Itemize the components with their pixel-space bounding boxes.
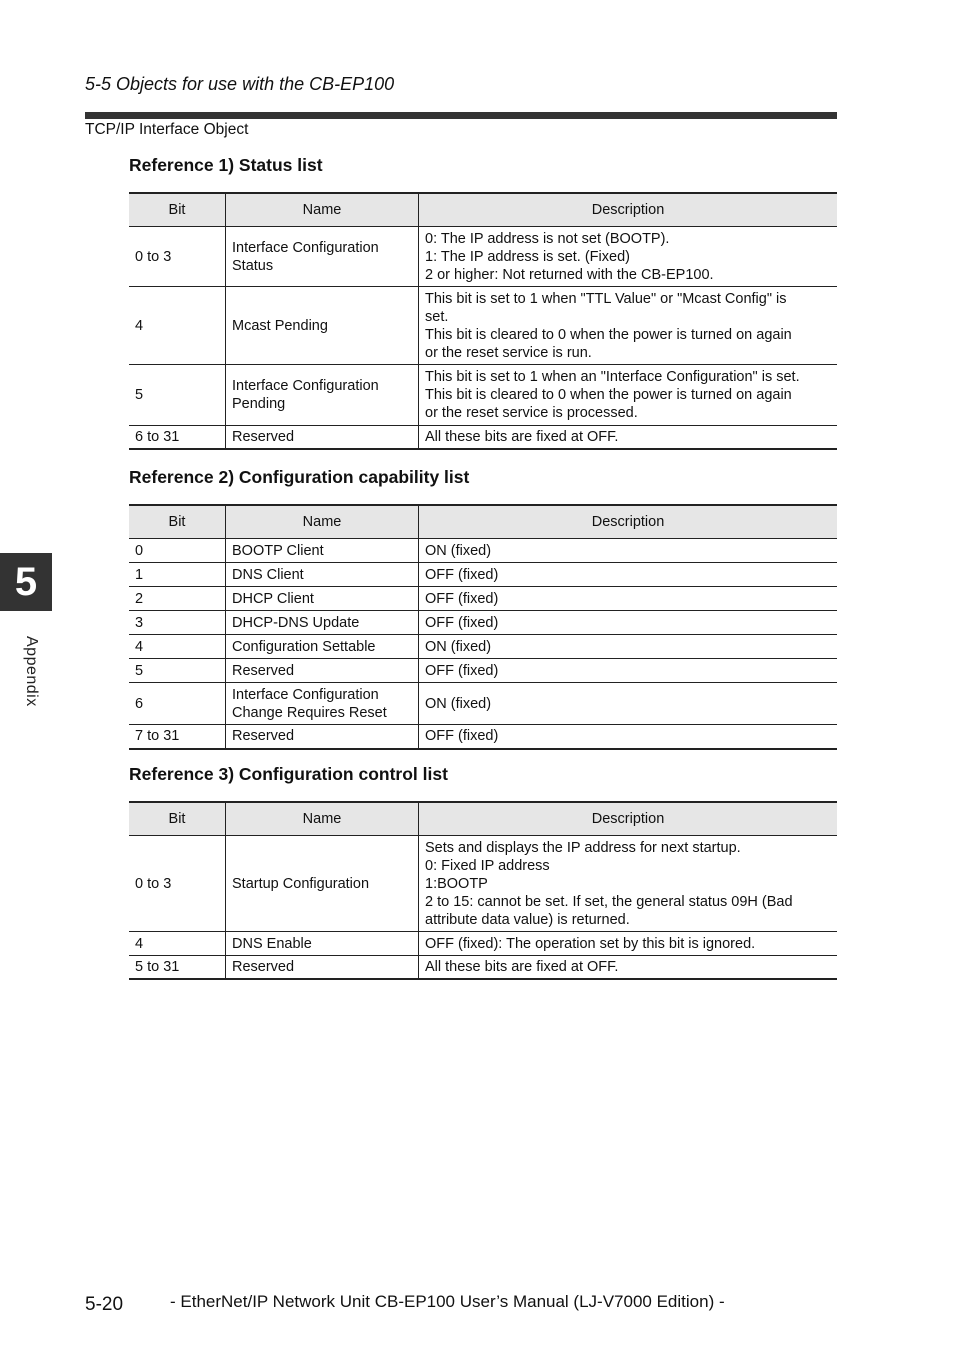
description-cell — [419, 539, 838, 563]
bit-cell: 6 to 31 — [129, 426, 226, 449]
name-line: Reserved — [232, 428, 295, 445]
name-cell — [226, 563, 419, 587]
name-cell — [226, 426, 419, 449]
name-cell — [226, 683, 419, 725]
table-row — [129, 956, 837, 979]
bit-cell: 4 — [129, 635, 226, 659]
name-cell — [226, 725, 419, 749]
name-line: Pending — [232, 396, 286, 412]
description-line: All these bits are fixed at OFF. — [425, 428, 619, 445]
description-line: or the reset service is processed. — [425, 405, 638, 421]
bit-cell: 5 — [129, 365, 226, 426]
table-row — [129, 932, 837, 956]
name-cell — [226, 539, 419, 563]
table-row — [129, 365, 837, 426]
table-row — [129, 426, 837, 449]
description-line: OFF (fixed) — [425, 728, 499, 745]
description-line: or the reset service is run. — [425, 344, 592, 361]
name-cell — [226, 956, 419, 979]
table-row — [129, 683, 837, 725]
column-header-name: Name — [226, 193, 419, 227]
description-cell — [419, 365, 838, 426]
name-line: Reserved — [232, 958, 295, 975]
chapter-tab: 5 — [0, 553, 52, 611]
table-row — [129, 539, 837, 563]
table-row — [129, 227, 837, 287]
description-line: set. — [425, 308, 449, 325]
name-cell — [226, 611, 419, 635]
name-line: Status — [232, 257, 274, 274]
description-line: 2 to 15: cannot be set. If set, the general status 09H (Bad — [425, 893, 793, 910]
name-line: Mcast Pending — [232, 317, 328, 334]
column-header-name: Name — [226, 505, 419, 539]
name-line: DHCP-DNS Update — [232, 614, 360, 631]
page-number: 5-20 — [85, 1294, 124, 1315]
table-row — [129, 659, 837, 683]
status-list-table — [129, 192, 837, 450]
name-cell — [226, 836, 419, 932]
name-line: DNS Enable — [232, 935, 312, 952]
name-line: Interface Configuration — [232, 378, 379, 394]
bit-cell: 7 to 31 — [129, 725, 226, 749]
bit-cell: 2 — [129, 587, 226, 611]
description-line: ON (fixed) — [425, 542, 492, 559]
name-cell — [226, 227, 419, 287]
description-line: This bit is cleared to 0 when the power is turned on again — [425, 387, 792, 403]
name-line: Change Requires Reset — [232, 704, 387, 721]
description-cell — [419, 563, 838, 587]
description-cell — [419, 683, 838, 725]
description-line: OFF (fixed) — [425, 566, 499, 583]
name-line: DNS Client — [232, 566, 304, 583]
name-cell — [226, 635, 419, 659]
description-cell — [419, 611, 838, 635]
description-line: 0: Fixed IP address — [425, 857, 550, 874]
name-cell — [226, 287, 419, 365]
description-line: ON (fixed) — [425, 695, 492, 712]
name-cell — [226, 659, 419, 683]
name-line: Interface Configuration — [232, 239, 379, 256]
description-cell — [419, 287, 838, 365]
description-cell — [419, 635, 838, 659]
header-rule — [85, 112, 837, 119]
description-line: Sets and displays the IP address for next startup. — [425, 839, 741, 856]
description-line: OFF (fixed) — [425, 590, 499, 607]
column-header-description: Description — [419, 193, 838, 227]
description-line: This bit is set to 1 when "TTL Value" or "Mcast Config" is — [425, 290, 787, 307]
table-row — [129, 611, 837, 635]
control-list-heading: Reference 3) Configuration control list — [129, 764, 448, 784]
table-row — [129, 725, 837, 749]
description-line: OFF (fixed): The operation set by this bit is ignored. — [425, 935, 756, 952]
description-cell — [419, 659, 838, 683]
description-line: 1: The IP address is set. (Fixed) — [425, 248, 630, 265]
description-cell — [419, 836, 838, 932]
description-line: 0: The IP address is not set (BOOTP). — [425, 230, 670, 247]
description-cell — [419, 956, 838, 979]
name-line: Reserved — [232, 728, 295, 745]
object-subject: TCP/IP Interface Object — [85, 121, 249, 138]
bit-cell: 0 to 3 — [129, 836, 226, 932]
description-cell — [419, 227, 838, 287]
control-list-table — [129, 801, 837, 980]
description-cell — [419, 932, 838, 956]
description-line: OFF (fixed) — [425, 614, 499, 631]
bit-cell: 0 — [129, 539, 226, 563]
bit-cell: 5 — [129, 659, 226, 683]
table-row — [129, 836, 837, 932]
bit-cell: 1 — [129, 563, 226, 587]
name-cell — [226, 587, 419, 611]
description-line: This bit is set to 1 when an "Interface Configuration" is set. — [425, 369, 800, 385]
name-line: BOOTP Client — [232, 542, 324, 559]
bit-cell: 5 to 31 — [129, 956, 226, 979]
bit-cell: 6 — [129, 683, 226, 725]
name-line: Reserved — [232, 662, 295, 679]
status-list-heading: Reference 1) Status list — [129, 155, 323, 175]
bit-cell: 3 — [129, 611, 226, 635]
column-header-bit: Bit — [129, 193, 226, 227]
name-line: Startup Configuration — [232, 875, 370, 892]
description-line: This bit is cleared to 0 when the power is turned on again — [425, 326, 792, 343]
name-cell — [226, 365, 419, 426]
appendix-label: Appendix — [23, 636, 40, 707]
table-row — [129, 563, 837, 587]
capability-list-heading: Reference 2) Configuration capability list — [129, 467, 470, 487]
column-header-description: Description — [419, 802, 838, 836]
description-line: All these bits are fixed at OFF. — [425, 958, 619, 975]
name-cell — [226, 932, 419, 956]
description-cell — [419, 587, 838, 611]
table-row — [129, 587, 837, 611]
description-line: attribute data value) is returned. — [425, 911, 630, 928]
bit-cell: 4 — [129, 932, 226, 956]
column-header-bit: Bit — [129, 505, 226, 539]
description-cell — [419, 426, 838, 449]
description-line: OFF (fixed) — [425, 662, 499, 679]
description-cell — [419, 725, 838, 749]
name-line: Configuration Settable — [232, 638, 376, 655]
bit-cell: 0 to 3 — [129, 227, 226, 287]
description-line: ON (fixed) — [425, 638, 492, 655]
footer-manual-title: - EtherNet/IP Network Unit CB-EP100 User’s Manual (LJ-V7000 Edition) - — [170, 1292, 725, 1311]
table-row — [129, 635, 837, 659]
column-header-name: Name — [226, 802, 419, 836]
section-title: 5-5 Objects for use with the CB-EP100 — [85, 74, 395, 94]
column-header-bit: Bit — [129, 802, 226, 836]
column-header-description: Description — [419, 505, 838, 539]
name-line: Interface Configuration — [232, 686, 379, 703]
table-row — [129, 287, 837, 365]
description-line: 1:BOOTP — [425, 875, 488, 892]
description-line: 2 or higher: Not returned with the CB-EP100. — [425, 266, 714, 283]
capability-list-table — [129, 504, 837, 750]
bit-cell: 4 — [129, 287, 226, 365]
name-line: DHCP Client — [232, 590, 314, 607]
